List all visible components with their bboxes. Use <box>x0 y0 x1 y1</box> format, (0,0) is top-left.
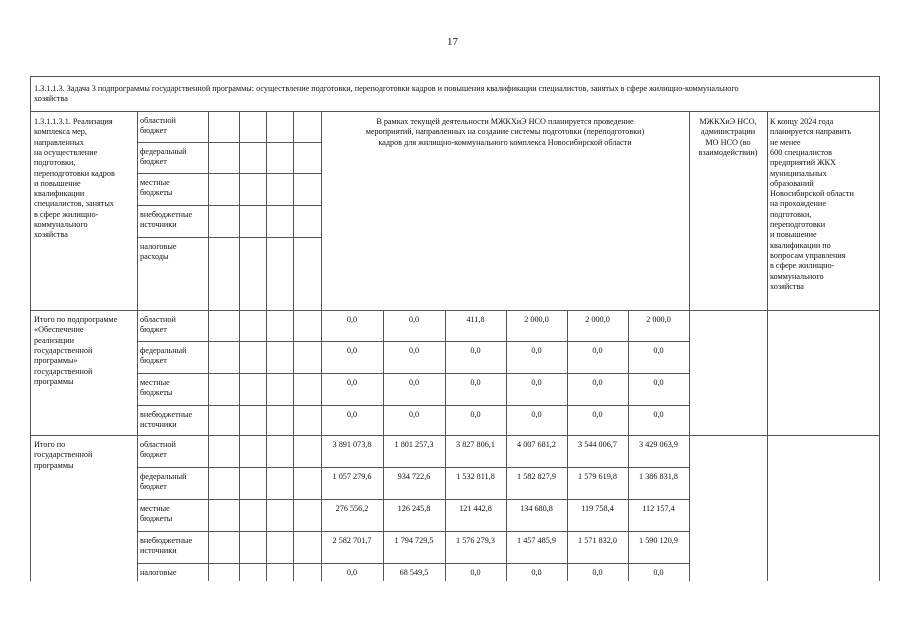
amount-cell: 0,0 <box>470 378 481 387</box>
funding-source-label: налоговые <box>140 242 177 251</box>
activity-name: 1.3.1.1.3.1. Реализация <box>34 117 113 126</box>
col-rule <box>266 435 267 581</box>
funding-source-label: бюджет <box>140 356 167 366</box>
col-rule <box>689 435 690 581</box>
activity-result: коммунального <box>770 271 824 281</box>
amount-cell: 0,0 <box>653 378 664 387</box>
amount-cell: 1 386 831,8 <box>639 472 678 481</box>
amount-cell: 4 007 681,2 <box>517 440 556 449</box>
amount-cell: 121 442,8 <box>459 504 492 513</box>
col-rule <box>445 435 446 581</box>
col-rule <box>506 435 507 581</box>
col-rule <box>628 310 629 435</box>
activity-note: В рамках текущей деятельности МЖКХиЭ НСО планируется проведение <box>376 117 634 126</box>
col-rule <box>767 111 768 310</box>
col-rule <box>239 310 240 435</box>
source-row-rule <box>137 531 689 532</box>
activity-note: кадров для жилищно-коммунального комплекса Новосибирской области <box>378 137 632 147</box>
col-rule <box>293 111 294 310</box>
amount-cell: 3 429 063,9 <box>639 440 678 449</box>
col-rule <box>567 310 568 435</box>
amount-cell: 2 000,0 <box>585 315 610 324</box>
funding-source-label: федеральный <box>140 346 187 355</box>
activity-executor: МЖКХиЭ НСО, <box>699 117 757 126</box>
col-rule <box>266 111 267 310</box>
col-rule <box>208 435 209 581</box>
source-row-rule <box>137 341 689 342</box>
amount-cell: 2 000,0 <box>524 315 549 324</box>
activity-name: хозяйства <box>34 230 68 240</box>
funding-source-label: бюджеты <box>140 388 173 398</box>
col-rule <box>137 435 138 581</box>
activity-name: квалификации <box>34 189 85 199</box>
source-row-rule <box>137 467 689 468</box>
section-rule <box>31 310 879 311</box>
amount-cell: 1 457 485,9 <box>517 536 556 545</box>
activity-name: комплекса мер, <box>34 127 87 137</box>
funding-source-label: бюджет <box>140 126 167 136</box>
col-rule <box>208 111 209 310</box>
task-heading: 1.3.1.1.3. Задача 3 подпрограммы государственной программы: осуществление подготовки, переподготовки кадров и повышения квалификации специалистов, занятых в сфере жилищно-коммунального <box>34 84 739 93</box>
col-rule <box>321 310 322 435</box>
funding-source-label: бюджеты <box>140 188 173 198</box>
activity-executor: администрации <box>700 127 756 137</box>
funding-source-label: местные <box>140 504 170 513</box>
funding-source-label: местные <box>140 378 170 387</box>
activity-name: подготовки, <box>34 158 76 168</box>
activity-result: хозяйства <box>770 281 804 291</box>
amount-cell: 68 549,5 <box>399 568 429 577</box>
col-rule <box>689 310 690 435</box>
funding-source-label: налоговые <box>140 568 177 577</box>
amount-cell: 0,0 <box>346 346 358 355</box>
activity-result: и повышение <box>770 230 817 240</box>
amount-cell: 0,0 <box>346 410 358 419</box>
funding-source-label: бюджет <box>140 157 167 167</box>
amount-cell: 2 582 701,7 <box>332 536 372 545</box>
program_total-name: государственной <box>34 450 93 460</box>
subprogram_total-name: государственной <box>34 366 93 376</box>
page-number: 17 <box>447 36 458 48</box>
source-row-rule <box>137 373 689 374</box>
funding-source-label: источники <box>140 546 177 556</box>
col-rule <box>767 310 768 435</box>
subprogram_total-name: Итого по подпрограмме <box>34 315 118 324</box>
amount-cell: 0,0 <box>653 568 664 577</box>
amount-cell: 0,0 <box>470 410 481 419</box>
amount-cell: 134 680,8 <box>520 504 553 513</box>
amount-cell: 3 891 073,8 <box>332 440 372 449</box>
col-rule <box>321 111 322 310</box>
amount-cell: 0,0 <box>653 346 664 355</box>
activity-result: планируется направить <box>770 127 852 137</box>
amount-cell: 1 590 120,9 <box>639 536 678 545</box>
subprogram_total-name: «Обеспечение <box>34 325 84 335</box>
amount-cell: 0,0 <box>531 410 542 419</box>
activity-name: направленных <box>34 137 84 147</box>
section-rule <box>31 435 879 436</box>
subprogram_total-name: государственной <box>34 345 93 355</box>
amount-cell: 0,0 <box>470 568 481 577</box>
program_total-name: Итого по <box>34 440 66 449</box>
col-rule <box>506 310 507 435</box>
col-rule <box>266 310 267 435</box>
amount-cell: 0,0 <box>592 346 603 355</box>
activity-result: К концу 2024 года <box>770 117 834 126</box>
col-rule <box>767 435 768 581</box>
activity-result: в сфере жилищно- <box>770 261 835 271</box>
funding-source-label: внебюджетные <box>140 210 193 219</box>
amount-cell: 112 157,4 <box>642 504 675 513</box>
amount-cell: 0,0 <box>408 346 420 355</box>
activity-result: предприятий ЖКХ <box>770 158 836 168</box>
funding-source-label: бюджет <box>140 450 167 460</box>
amount-cell: 934 722,6 <box>397 472 431 481</box>
col-rule <box>628 435 629 581</box>
budget-table <box>30 76 880 581</box>
amount-cell: 0,0 <box>531 568 542 577</box>
activity-name: в сфере жилищно- <box>34 209 99 219</box>
col-rule <box>445 310 446 435</box>
amount-cell: 0,0 <box>408 315 420 324</box>
funding-source-label: областной <box>140 440 176 449</box>
amount-cell: 411,8 <box>466 315 485 324</box>
amount-cell: 1 576 279,3 <box>456 536 495 545</box>
activity-name: специалистов, занятых <box>34 199 114 209</box>
funding-source-label: внебюджетные <box>140 536 193 545</box>
source-row-rule <box>137 499 689 500</box>
activity-name: переподготовки кадров <box>34 168 115 178</box>
amount-cell: 0,0 <box>408 410 420 419</box>
subprogram_total-name: программы» <box>34 356 78 366</box>
col-rule <box>239 111 240 310</box>
amount-cell: 0,0 <box>592 410 603 419</box>
funding-source-label: местные <box>140 178 170 187</box>
funding-source-label: областной <box>140 315 176 324</box>
amount-cell: 0,0 <box>653 410 664 419</box>
amount-cell: 1 579 619,8 <box>578 472 617 481</box>
activity-result: переподготовки <box>770 220 826 229</box>
activity-result: квалификации по <box>770 240 831 250</box>
activity-result: на прохождение <box>770 199 826 209</box>
col-rule <box>321 435 322 581</box>
activity-note: мероприятий, направленных на создание системы подготовки (переподготовки) <box>365 127 645 137</box>
amount-cell: 3 827 806,1 <box>456 440 495 449</box>
activity-result: 600 специалистов <box>770 147 832 157</box>
col-rule <box>137 111 138 310</box>
funding-source-label: источники <box>140 220 177 230</box>
amount-cell: 126 245,8 <box>397 504 431 513</box>
activity-result: подготовки, <box>770 209 812 219</box>
activity-executor: МО НСО (во <box>705 137 751 147</box>
amount-cell: 1 801 257,3 <box>394 440 434 449</box>
funding-source-label: бюджет <box>140 482 167 492</box>
amount-cell: 1 582 827,9 <box>517 472 556 481</box>
amount-cell: 0,0 <box>346 315 358 324</box>
activity-executor: взаимодействии) <box>698 147 758 157</box>
amount-cell: 2 000,0 <box>646 315 671 324</box>
col-rule <box>383 435 384 581</box>
funding-source-label: расходы <box>140 252 169 262</box>
subprogram_total-name: программы <box>34 376 74 386</box>
activity-result: образований <box>770 178 814 188</box>
funding-source-label: внебюджетные <box>140 410 193 419</box>
activity-name: на осуществление <box>34 147 98 157</box>
funding-source-label: областной <box>140 116 176 125</box>
col-rule <box>567 435 568 581</box>
col-rule <box>239 435 240 581</box>
amount-cell: 1 532 811,8 <box>456 472 495 481</box>
activity-result: не менее <box>770 137 801 147</box>
col-rule <box>208 310 209 435</box>
amount-cell: 119 758,4 <box>581 504 614 513</box>
activity-name: коммунального <box>34 220 88 229</box>
source-row-rule <box>137 563 689 564</box>
program_total-name: программы <box>34 460 74 470</box>
activity-name: и повышение <box>34 178 81 188</box>
amount-cell: 0,0 <box>470 346 481 355</box>
amount-cell: 1 571 832,0 <box>578 536 617 545</box>
funding-source-label: бюджеты <box>140 514 173 524</box>
col-rule <box>689 111 690 310</box>
amount-cell: 0,0 <box>346 378 358 387</box>
subprogram_total-name: реализации <box>34 335 75 345</box>
funding-source-label: бюджет <box>140 325 167 335</box>
funding-source-label: федеральный <box>140 147 187 156</box>
col-rule <box>293 435 294 581</box>
amount-cell: 0,0 <box>592 568 603 577</box>
amount-cell: 1 794 729,5 <box>394 536 434 545</box>
section-rule <box>31 111 879 112</box>
activity-result: Новосибирской области <box>770 189 854 199</box>
col-rule <box>293 310 294 435</box>
col-rule <box>137 310 138 435</box>
amount-cell: 0,0 <box>531 378 542 387</box>
amount-cell: 3 544 006,7 <box>578 440 617 449</box>
amount-cell: 0,0 <box>346 568 358 577</box>
source-row-rule <box>137 405 689 406</box>
funding-source-label: федеральный <box>140 472 187 481</box>
task-heading: хозяйства <box>34 94 68 104</box>
activity-result: вопросам управления <box>770 250 846 260</box>
amount-cell: 0,0 <box>408 378 420 387</box>
amount-cell: 0,0 <box>531 346 542 355</box>
amount-cell: 1 057 279,6 <box>332 472 372 481</box>
amount-cell: 276 556,2 <box>335 504 369 513</box>
col-rule <box>383 310 384 435</box>
funding-source-label: источники <box>140 420 177 430</box>
activity-result: муниципальных <box>770 168 827 178</box>
amount-cell: 0,0 <box>592 378 603 387</box>
